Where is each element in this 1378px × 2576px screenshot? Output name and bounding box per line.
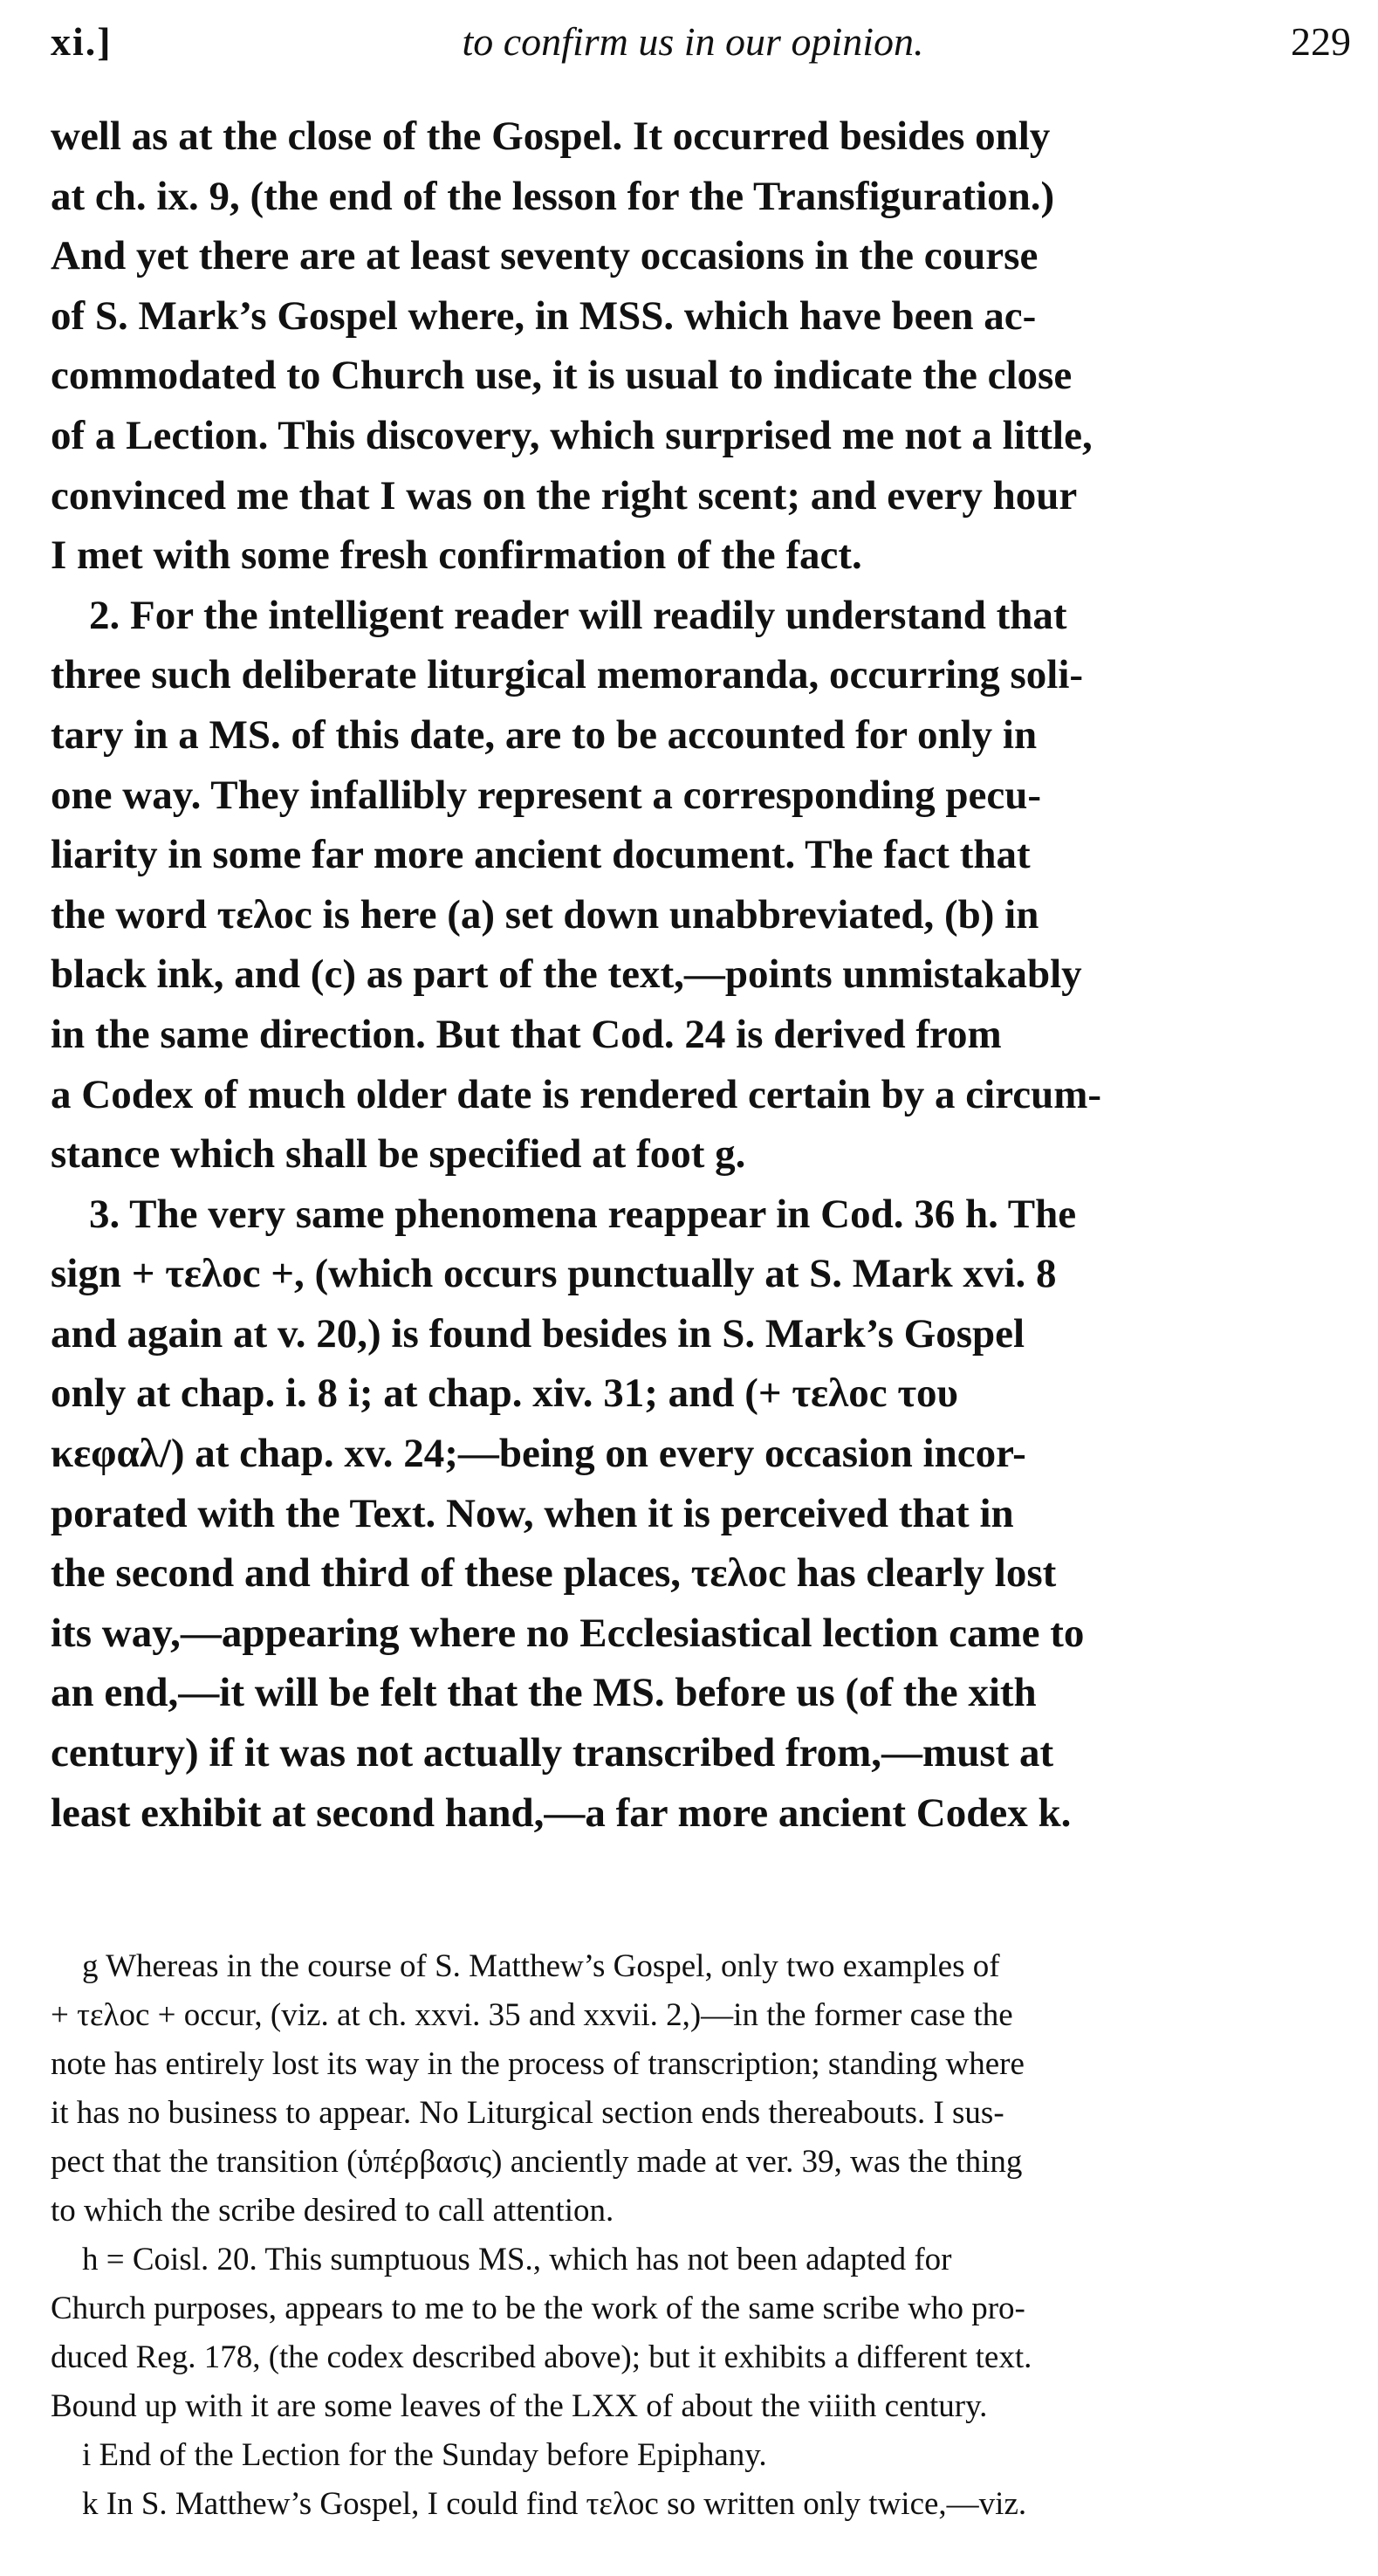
text-line: stance which shall be specified at foot g. bbox=[51, 1131, 746, 1178]
main-text bbox=[51, 106, 1351, 1843]
text-line: century) if it was not actually transcribed from,—must at bbox=[51, 1730, 1054, 1776]
text-line: κεφαλ/) at chap. xv. 24;—being on every occasion incor- bbox=[51, 1431, 1026, 1477]
footnote-line: + τελοc + occur, (viz. at ch. xxvi. 35 and xxvii. 2,)—in the former case the bbox=[51, 1997, 1013, 2033]
footnote-h: h = Coisl. 20. This sumptuous MS., which has not been adapted for bbox=[82, 2242, 952, 2277]
text-line: the word τελοc is here (a) set down unabbreviated, (b) in bbox=[51, 891, 1039, 938]
text-line: the second and third of these places, τελοc has clearly lost bbox=[51, 1550, 1057, 1597]
text-line: least exhibit at second hand,—a far more ancient Codex k. bbox=[51, 1789, 1072, 1836]
chapter-marker: xi.] bbox=[51, 19, 113, 64]
text-line: its way,—appearing where no Ecclesiastical lection came to bbox=[51, 1610, 1085, 1656]
running-title: to confirm us in our opinion. bbox=[462, 19, 924, 64]
text-line: I met with some fresh confirmation of the fact. bbox=[51, 532, 862, 579]
text-line: And yet there are at least seventy occasions in the course bbox=[51, 233, 1039, 279]
text-line: commodated to Church use, it is usual to indicate the close bbox=[51, 353, 1073, 399]
text-line: an end,—it will be felt that the MS. before us (of the xith bbox=[51, 1670, 1037, 1716]
footnotes bbox=[51, 1942, 1351, 2529]
text-line: of a Lection. This discovery, which surprised me not a little, bbox=[51, 412, 1093, 458]
footnote-k: k In S. Matthew’s Gospel, I could find τελοc so written only twice,—viz. bbox=[82, 2486, 1027, 2522]
text-line: a Codex of much older date is rendered certain by a circum- bbox=[51, 1071, 1102, 1117]
text-line: convinced me that I was on the right scent; and every hour bbox=[51, 472, 1078, 519]
footnote-g: g Whereas in the course of S. Matthew’s Gospel, only two examples of bbox=[82, 1948, 1000, 1984]
footnote-line: Bound up with it are some leaves of the LXX of about the viiith century. bbox=[51, 2388, 988, 2424]
text-line: tary in a MS. of this date, are to be accounted for only in bbox=[51, 711, 1038, 758]
text-line: sign + τελοc +, (which occurs punctually at S. Mark xvi. 8 bbox=[51, 1251, 1057, 1297]
text-line: porated with the Text. Now, when it is perceived that in bbox=[51, 1490, 1014, 1536]
text-line: at ch. ix. 9, (the end of the lesson for the Transfiguration.) bbox=[51, 173, 1055, 219]
text-line: well as at the close of the Gospel. It occurred besides only bbox=[51, 113, 1051, 159]
footnote-i: i End of the Lection for the Sunday before Epiphany. bbox=[82, 2437, 767, 2473]
book-page bbox=[35, 0, 1351, 2576]
page-number: 229 bbox=[1291, 19, 1351, 64]
footnote-line: Church purposes, appears to me to be the work of the same scribe who pro- bbox=[51, 2291, 1025, 2326]
footnote-line: to which the scribe desired to call attention. bbox=[51, 2193, 614, 2229]
footnote-line: it has no business to appear. No Liturgical section ends thereabouts. I sus- bbox=[51, 2095, 1004, 2131]
text-line: only at chap. i. 8 i; at chap. xiv. 31; and (+ τελοc του bbox=[51, 1370, 958, 1417]
text-line: and again at v. 20,) is found besides in S. Mark’s Gospel bbox=[51, 1310, 1025, 1357]
text-line: liarity in some far more ancient document. The fact that bbox=[51, 832, 1031, 878]
running-header bbox=[35, 16, 1351, 68]
text-line: black ink, and (c) as part of the text,—points unmistakably bbox=[51, 951, 1082, 998]
footnote-line: pect that the transition (ὑπέρβασις) anciently made at ver. 39, was the thing bbox=[51, 2144, 1023, 2180]
footnote-line: note has entirely lost its way in the process of transcription; standing where bbox=[51, 2046, 1025, 2082]
text-line: of S. Mark’s Gospel where, in MSS. which have been ac- bbox=[51, 292, 1037, 339]
footnote-line: duced Reg. 178, (the codex described above); but it exhibits a different text. bbox=[51, 2339, 1032, 2375]
text-line: in the same direction. But that Cod. 24 is derived from bbox=[51, 1011, 1002, 1057]
text-line: three such deliberate liturgical memoranda, occurring soli- bbox=[51, 652, 1084, 698]
paragraph-3-start: 3. The very same phenomena reappear in Cod. 36 h. The bbox=[89, 1191, 1077, 1237]
paragraph-2-start: 2. For the intelligent reader will readily understand that bbox=[89, 592, 1067, 638]
text-line: one way. They infallibly represent a corresponding pecu- bbox=[51, 772, 1042, 818]
